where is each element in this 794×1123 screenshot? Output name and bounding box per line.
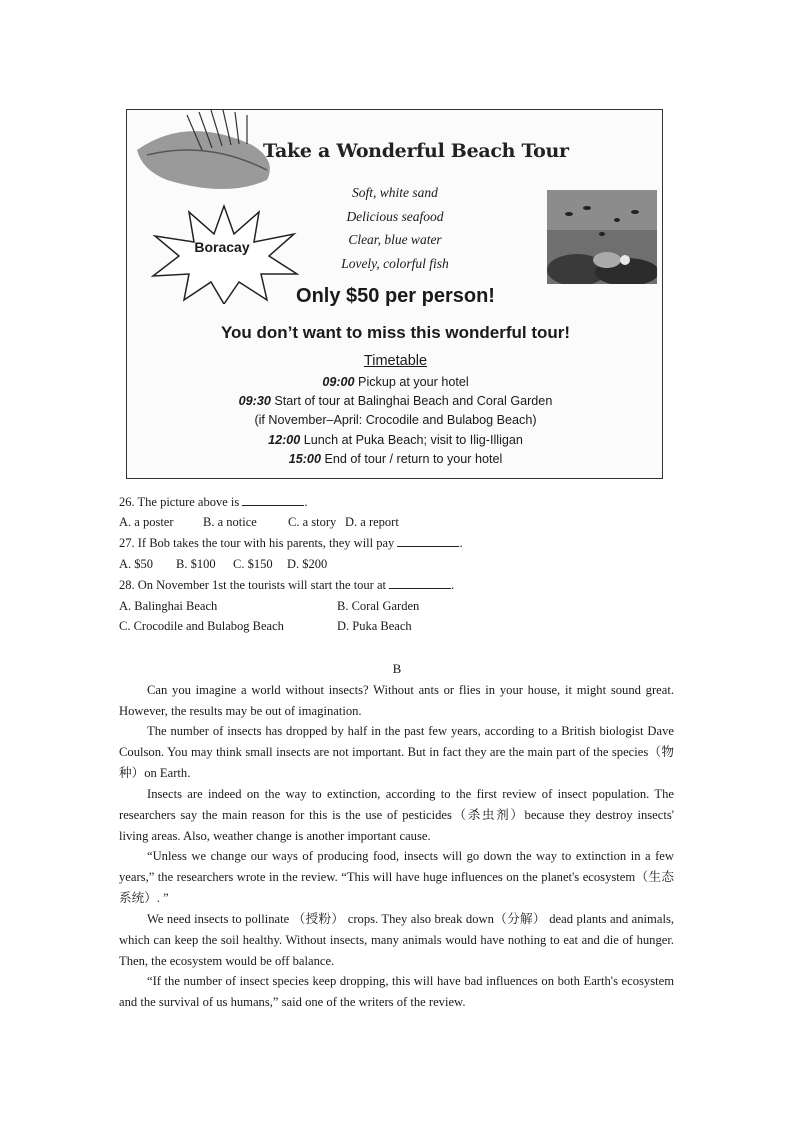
price-text: Only $50 per person! — [296, 285, 495, 307]
option: D. a report — [345, 515, 399, 529]
poster-title: Take a Wonderful Beach Tour — [263, 140, 569, 162]
option: A. Balinghai Beach — [119, 599, 218, 613]
question-27: 27. If Bob takes the tour with his parents, they will pay . — [119, 536, 463, 550]
option: B. Coral Garden — [337, 599, 420, 613]
time: 09:00 — [322, 375, 355, 389]
timetable-row — [127, 431, 664, 450]
timetable-heading: Timetable — [363, 353, 428, 369]
option: D. $200 — [287, 557, 328, 571]
option: C. $150 — [233, 557, 273, 571]
option: D. Puka Beach — [337, 619, 412, 633]
option: A. $50 — [119, 557, 154, 571]
feature-item: Lovely, colorful fish — [341, 255, 449, 271]
passage-paragraph: Insects are indeed on the way to extinction, according to the first review of insect population. The researchers say the main reason for this is the use of pesticides（杀虫剂）because they destroy insects' living areas. Also, weather change is another important cause. — [119, 787, 674, 843]
feature-item: Delicious seafood — [346, 208, 444, 224]
passage-paragraph: Can you imagine a world without insects? Without ants or flies in your house, it might sound great. However, the results may be out of imagination. — [119, 683, 674, 718]
option: B. a notice — [203, 515, 257, 529]
timetable-row — [127, 373, 664, 392]
time: 09:30 — [238, 394, 271, 409]
timetable-row — [127, 450, 664, 469]
question-26: 26. The picture above is . — [119, 495, 308, 509]
activity: Start of tour at Balinghai Beach and Coral Garden — [270, 394, 553, 409]
option: C. Crocodile and Bulabog Beach — [119, 619, 284, 633]
activity: End of tour / return to your hotel — [320, 451, 503, 466]
time: 12:00 — [268, 432, 301, 447]
answer-blank — [397, 536, 459, 547]
coral-reef-photo — [547, 190, 657, 284]
passage-paragraph: “Unless we change our ways of producing food, insects will go down the way to extinction in a few years,” the researchers wrote in the review. “This will have huge influences on the planet's ecosystem（生态系统）. ” — [119, 849, 674, 905]
timetable-row — [127, 411, 664, 430]
destination-label: Boracay — [194, 239, 250, 255]
time: 15:00 — [288, 451, 321, 466]
passage-paragraph: We need insects to pollinate （授粉） crops. They also break down（分解） dead plants and animals, which can keep the soil healthy. Without insects, many animals would have nothing to eat and die of hunger. Then, the ecosystem would be off balance. — [119, 912, 674, 968]
beach-tour-poster — [126, 109, 663, 479]
option: A. a poster — [119, 515, 174, 529]
feature-item: Soft, white sand — [352, 185, 438, 200]
option: C. a story — [288, 515, 337, 529]
question-28: 28. On November 1st the tourists will start the tour at . — [119, 578, 455, 592]
feature-item: Clear, blue water — [348, 232, 442, 247]
passage-paragraph: “If the number of insect species keep dropping, this will have bad influences on both Earth's ecosystem and the survival of us humans,” said one of the writers of the review. — [119, 974, 674, 1009]
section-label: B — [392, 661, 402, 676]
feature-list — [305, 181, 485, 275]
option: B. $100 — [176, 557, 216, 571]
timetable-row — [127, 392, 664, 411]
answer-blank — [242, 495, 304, 506]
activity: Lunch at Puka Beach; visit to Ilig-Illigan — [300, 432, 523, 447]
tagline: You don’t want to miss this wonderful tour! — [220, 323, 571, 342]
timetable — [127, 373, 664, 469]
passage-paragraph: The number of insects has dropped by half in the past few years, according to a British biologist Dave Coulson. You may think small insects are not important. But in fact they are the main part of the species（物种）on Earth. — [119, 724, 674, 780]
activity: Pickup at your hotel — [354, 375, 469, 389]
answer-blank — [389, 578, 451, 589]
activity: (if November–April: Crocodile and Bulabog Beach) — [254, 413, 537, 428]
